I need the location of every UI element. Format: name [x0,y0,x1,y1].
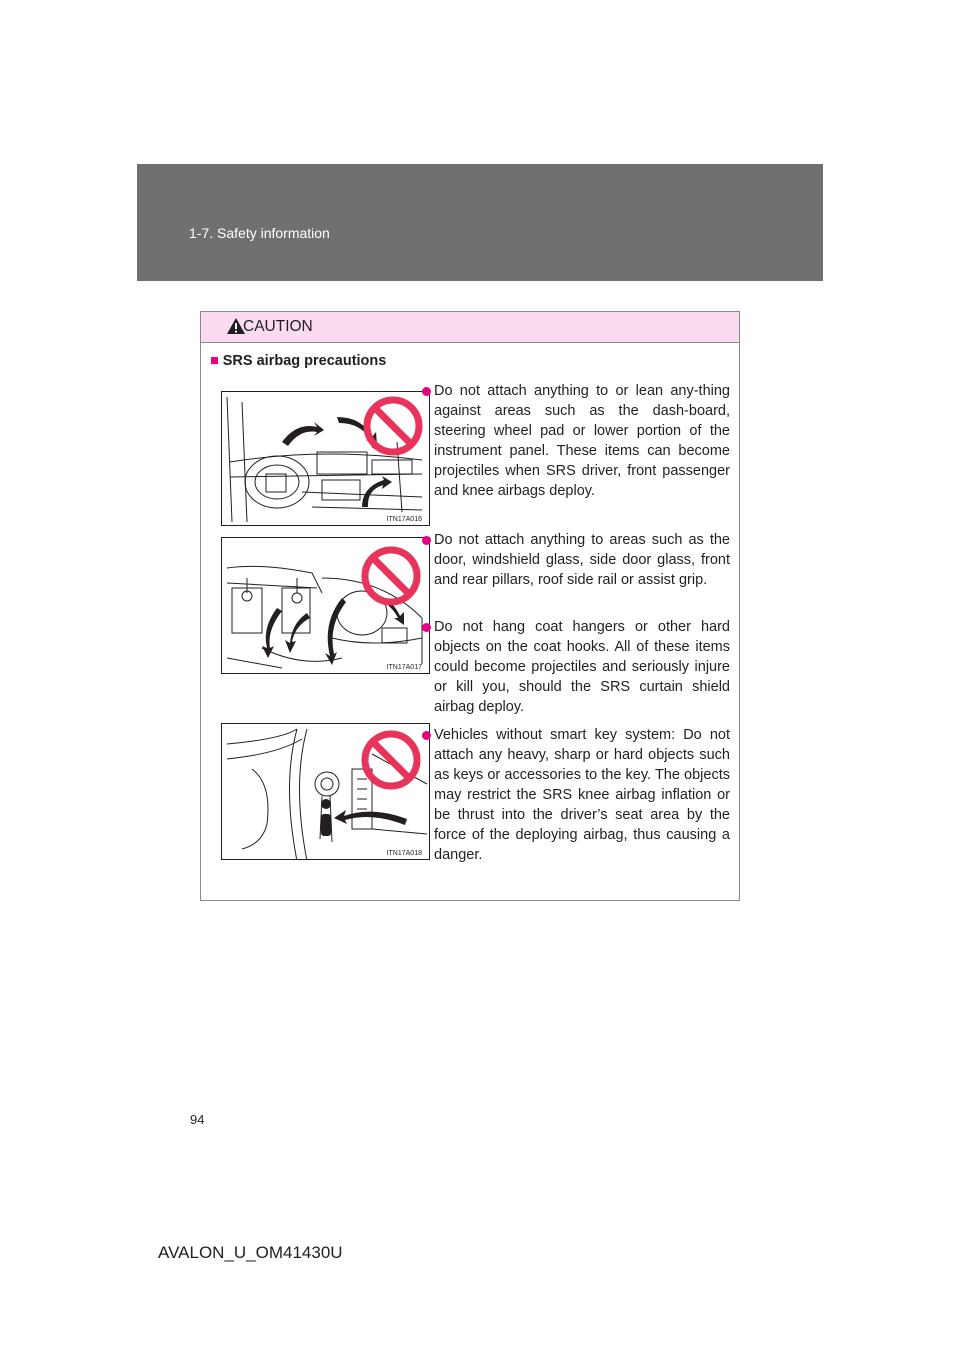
document-code: AVALON_U_OM41430U [158,1243,343,1262]
caution-label: CAUTION [243,318,313,335]
figure-code: ITN17A017 [386,664,422,671]
prohibited-icon [361,546,421,606]
bullet-text: Vehicles without smart key system: Do not attach any heavy, sharp or hard objects such as keys or accessories to the key. The objects may restrict the SRS knee airbag inflation or be thrust into the driver’s seat area by the force of the deploying airbag, thus causing a danger. [434,727,730,863]
dashboard-illustration [221,391,430,526]
bullet-dot-icon [422,731,431,740]
bullet-text: Do not attach anything to areas such as the door, windshield glass, side door glass, front and rear pillars, roof side rail or assist grip. [434,532,730,588]
bullet-text: Do not hang coat hangers or other hard objects on the coat hooks. All of these items could become projectiles and seriously injure or kill you, should the SRS curtain shield airbag deploy. [434,619,730,715]
bullet-dot-icon [422,536,431,545]
bullet-item [434,530,730,590]
subhead-text: SRS airbag precautions [222,353,387,369]
bullet-item [434,617,730,717]
prohibited-icon [363,396,423,456]
bullet-dot-icon [422,623,431,632]
section-subhead [210,353,386,369]
section-title: 1-7. Safety information [189,225,330,241]
bullet-text: Do not attach anything to or lean any-thing against areas such as the dash-board, steering wheel pad or lower portion of the instrument panel. These items can become projectiles when SRS driver, front passenger and knee airbags deploy. [434,383,730,499]
page-number: 94 [190,1112,205,1127]
figure-code: ITN17A018 [386,850,422,857]
prohibited-icon [361,730,421,790]
key-illustration [221,723,430,860]
bullet-dot-icon [422,387,431,396]
bullet-item [434,381,730,501]
bullet-item [434,725,730,865]
caution-box [200,311,740,901]
caution-header [201,312,739,343]
cabin-illustration [221,537,430,674]
header-band [137,164,823,281]
square-bullet-icon: ■ [210,353,219,369]
figure-code: ITN17A016 [386,516,422,523]
